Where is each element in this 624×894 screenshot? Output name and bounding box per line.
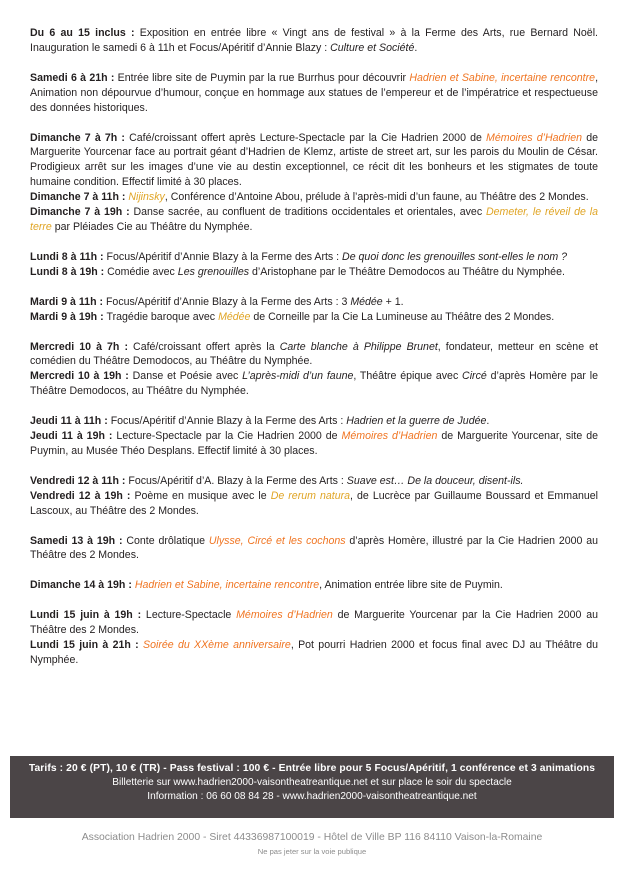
event-title-italic: Circé — [462, 370, 487, 383]
event-description-text: Exposition en entrée libre « Vingt ans de festival » à la Ferme des Arts, rue Bernard Noël. Inauguration le samedi 6 à 11h et Focus/Apéritif d’Annie Blazy : — [30, 27, 598, 54]
event-description-text: de Corneille par la Cie La Lumineuse au Théâtre des 2 Mondes. — [250, 310, 555, 323]
event-entry — [30, 489, 610, 519]
event-date-label: Lundi 8 à 11h : — [30, 250, 107, 263]
event-entry — [30, 578, 610, 593]
event-date-label: Dimanche 7 à 11h : — [30, 191, 129, 204]
event-description-text: Comédie avec — [107, 265, 178, 278]
event-title-highlight-gold: Demeter, le réveil de la terre — [30, 206, 599, 233]
event-description-text: Entrée libre site de Puymin par la rue Burrhus pour découvrir — [117, 71, 410, 84]
event-title-italic: Les grenouilles — [177, 265, 250, 278]
event-entry — [30, 131, 610, 191]
event-date-label: Dimanche 14 à 19h : — [30, 579, 135, 592]
event-entry — [30, 71, 610, 116]
event-entry — [30, 295, 610, 310]
event-entry — [30, 205, 610, 235]
event-description-text: Focus/Apéritif d’Annie Blazy à la Ferme des Arts : — [110, 415, 347, 428]
event-date-label: Vendredi 12 à 11h : — [30, 474, 129, 487]
event-description-text: . — [486, 415, 490, 428]
event-description-text: Lecture-Spectacle — [145, 609, 237, 622]
event-entry — [30, 340, 610, 370]
event-entry — [30, 608, 610, 638]
footer-association-line: Association Hadrien 2000 - Siret 44336987100019 - Hôtel de Ville BP 116 84110 Vaison-la-Romaine — [81, 832, 543, 843]
event-date-label: Mardi 9 à 11h : — [30, 295, 106, 308]
event-description-text: d’Aristophane par le Théâtre Demodocos au Théâtre du Nymphée. — [249, 265, 565, 278]
page-footer — [0, 830, 624, 858]
event-title-highlight-orange: Hadrien et Sabine, incertaine rencontre — [134, 579, 320, 592]
event-date-label: Vendredi 12 à 19h : — [30, 489, 135, 502]
event-description-text: par Pléiades Cie au Théâtre du Nymphée. — [51, 220, 253, 233]
event-description-text: Focus/Apéritif d’Annie Blazy à la Ferme des Arts : — [106, 250, 343, 263]
event-title-italic: Médée — [350, 295, 383, 308]
event-title-highlight-orange: Mémoires d’Hadrien — [341, 430, 438, 443]
event-description-text: Poème en musique avec le — [134, 489, 271, 502]
event-entry — [30, 534, 610, 564]
event-date-label: Jeudi 11 à 11h : — [30, 415, 111, 428]
event-entry — [30, 310, 610, 325]
pricing-banner — [10, 756, 614, 818]
event-description-text: Café/croissant offert après la — [133, 340, 280, 353]
event-description-text: Café/croissant offert après Lecture-Spectacle par la Cie Hadrien 2000 de — [129, 131, 487, 144]
event-date-label: Mardi 9 à 19h : — [30, 310, 107, 323]
event-description-text: , Théâtre épique avec — [353, 370, 463, 383]
event-title-italic: De quoi donc les grenouilles sont-elles le nom ? — [342, 250, 567, 263]
event-date-label: Dimanche 7 à 19h : — [30, 206, 134, 219]
event-title-italic: Culture et Société — [330, 41, 415, 54]
event-description-text: de Marguerite Yourcenar, site de Puymin, au Musée Théo Desplans. Effectif limité à 30 places. — [30, 430, 598, 457]
event-date-label: Jeudi 11 à 19h : — [30, 430, 117, 443]
event-title-highlight-orange: Hadrien et Sabine, incertaine rencontre — [409, 71, 596, 84]
event-entry — [30, 638, 610, 668]
event-description-text: , Conférence d’Antoine Abou, prélude à l’après-midi d’un faune, au Théâtre des 2 Mondes. — [164, 191, 589, 204]
event-description-text: d’après Homère, illustré par la Cie Hadrien 2000 au Théâtre des 2 Mondes. — [30, 534, 599, 562]
event-title-italic: L’après-midi d’un faune — [242, 370, 354, 383]
event-entry — [30, 250, 610, 265]
event-description-text: de Marguerite Yourcenar face au portrait géant d’Hadrien de Klemz, artiste de street art, sur les parois du Moulin de César. Prodigieux arrêt sur les images d’une vie au destin exceptionnel, ce récit dit les bonheurs et les stigmates de toute humaine condition. Effectif limité à 30 places. — [30, 131, 598, 189]
event-title-highlight-orange: Mémoires d’Hadrien — [486, 131, 583, 144]
event-entry — [30, 474, 610, 489]
event-date-label: Dimanche 7 à 7h : — [30, 131, 130, 144]
event-description-text: + 1. — [382, 295, 404, 308]
event-description-text: Danse sacrée, au confluent de traditions occidentales et orientales, avec — [133, 206, 486, 219]
event-title-highlight-orange: Mémoires d’Hadrien — [236, 609, 333, 622]
event-entry — [30, 190, 610, 205]
event-entry — [30, 26, 610, 56]
event-entry — [30, 429, 610, 459]
event-date-label: Lundi 15 juin à 19h : — [30, 609, 146, 622]
event-description-text: , de Lucrèce par Guillaume Boussard et Emmanuel Lascoux, au Théâtre des 2 Mondes. — [30, 489, 598, 517]
event-description-text: d’après Homère par le Théâtre Demodocos, au Théâtre du Nymphée. — [30, 370, 598, 398]
event-description-text: , Animation entrée libre site de Puymin. — [319, 579, 503, 592]
event-title-italic: Carte blanche à Philippe Brunet — [279, 340, 438, 353]
event-title-highlight-gold: Médée — [218, 310, 251, 323]
footer-disclaimer-line: Ne pas jeter sur la voie publique — [257, 847, 367, 856]
event-entry — [30, 369, 610, 399]
event-date-label: Samedi 6 à 21h : — [30, 71, 118, 84]
event-entry — [30, 414, 610, 429]
event-date-label: Mercredi 10 à 19h : — [30, 370, 133, 383]
event-description-text: , fondateur, metteur en scène et comédien du Théâtre Demodocos, au Théâtre du Nymphée. — [30, 340, 598, 368]
event-description-text: . — [414, 41, 418, 54]
event-description-text: Conte drôlatique — [126, 534, 209, 547]
event-title-highlight-gold: De rerum natura — [270, 489, 351, 502]
banner-billetterie-line: Billetterie sur www.hadrien2000-vaisontheatreantique.net et sur place le soir du spectacle — [112, 777, 512, 788]
event-description-text: , Pot pourri Hadrien 2000 et focus final avec DJ au Théâtre du Nymphée. — [30, 639, 599, 666]
event-description-text: Danse et Poésie avec — [132, 370, 243, 383]
event-description-text: de Marguerite Yourcenar par la Cie Hadrien 2000 au Théâtre des 2 Mondes. — [30, 609, 598, 637]
event-date-label: Samedi 13 à 19h : — [30, 534, 127, 547]
event-date-label: Lundi 8 à 19h : — [30, 265, 108, 278]
event-date-label: Lundi 15 juin à 21h : — [30, 639, 144, 652]
banner-information-line: Information : 06 60 08 84 28 - www.hadrien2000-vaisontheatreantique.net — [147, 791, 477, 802]
event-title-highlight-orange: Soirée du XXème anniversaire — [143, 639, 291, 652]
event-description-text: Tragédie baroque avec — [106, 310, 219, 323]
event-description-text: Focus/Apéritif d’A. Blazy à la Ferme des Arts : — [128, 474, 347, 487]
event-entry — [30, 265, 610, 280]
event-title-highlight-gold: Nijinsky — [128, 191, 165, 204]
banner-tarifs-line: Tarifs : 20 € (PT), 10 € (TR) - Pass festival : 100 € - Entrée libre pour 5 Focus/Apéritif, 1 conférence et 3 animations — [28, 763, 596, 774]
event-description-text: Lecture-Spectacle par la Cie Hadrien 2000 de — [116, 430, 342, 443]
event-title-italic: Suave est… De la douceur, disent-ils. — [346, 474, 524, 487]
event-title-italic: Hadrien et la guerre de Judée — [346, 415, 487, 428]
event-date-label: Du 6 au 15 inclus : — [30, 27, 140, 39]
event-description-text: , Animation non dépourvue d’humour, conçue en hommage aux statues de l’empereur et de l’impératrice et respectueuse des données historiques. — [30, 71, 599, 114]
event-title-highlight-orange: Ulysse, Circé et les cochons — [208, 534, 346, 547]
event-date-label: Mercredi 10 à 7h : — [30, 340, 134, 353]
event-description-text: Focus/Apéritif d’Annie Blazy à la Ferme des Arts : 3 — [105, 295, 351, 308]
